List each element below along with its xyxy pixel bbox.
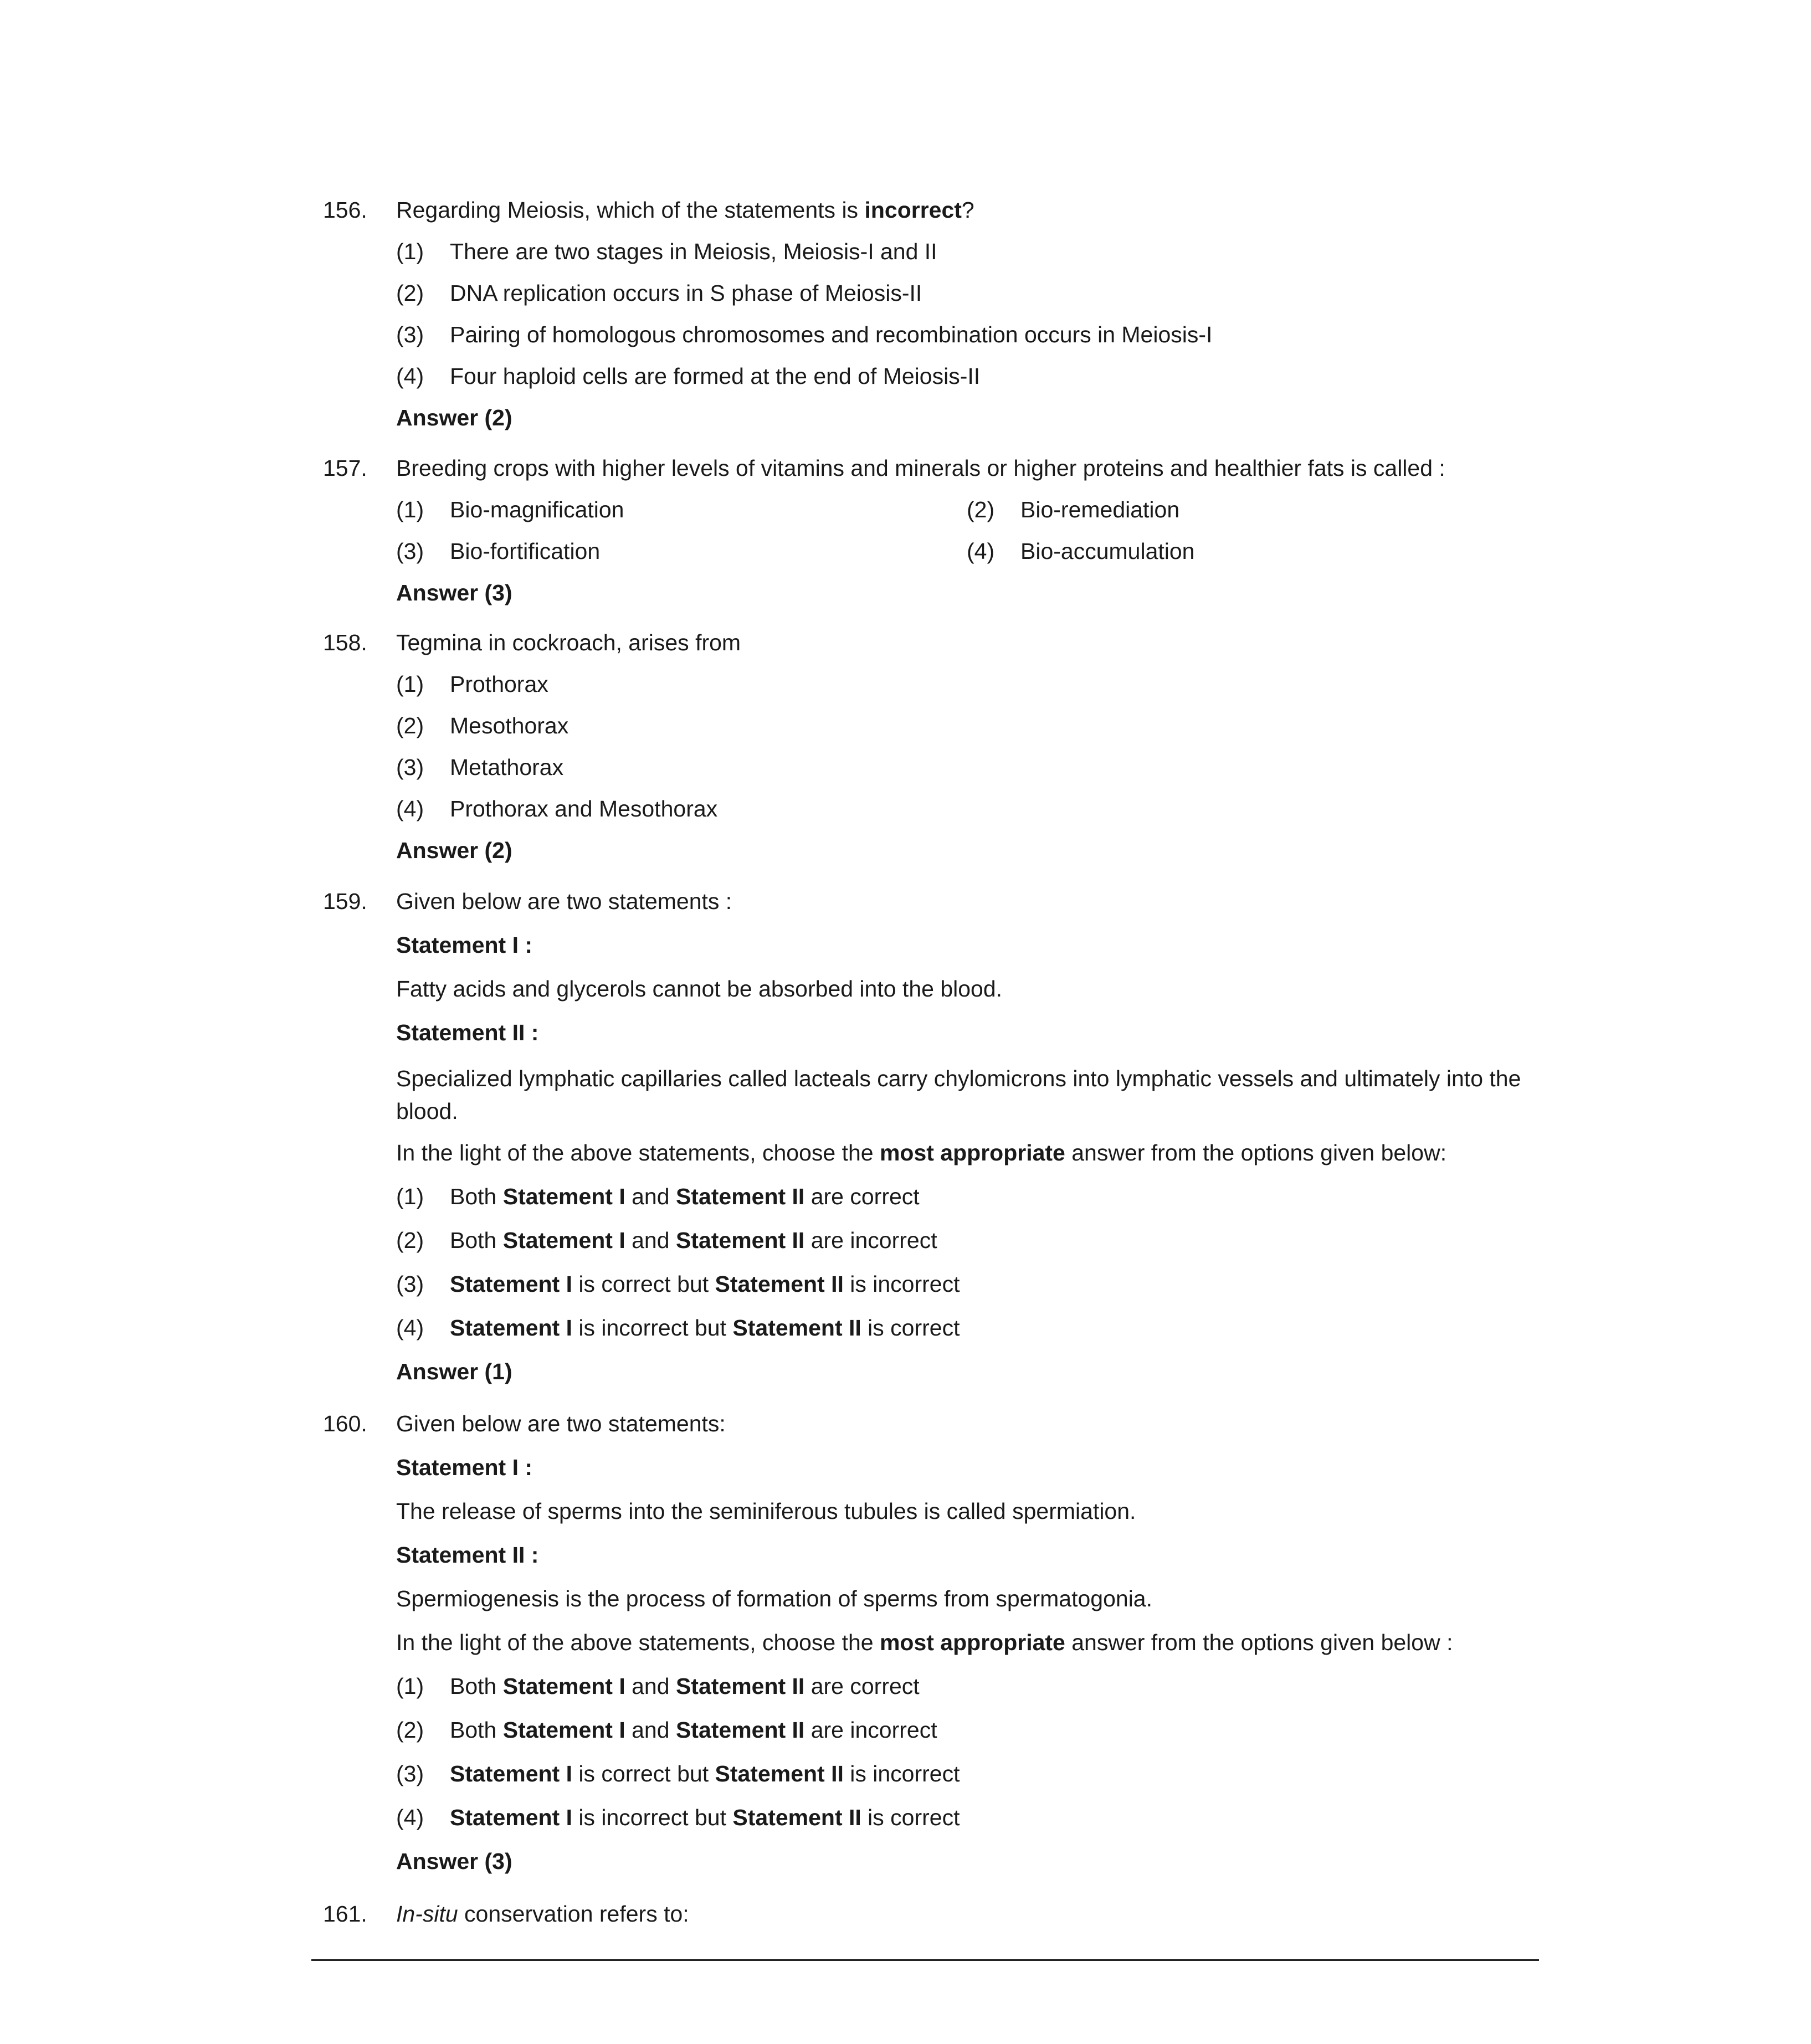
q159-instruction: In the light of the above statements, choose the most appropriate answer from the options given below: (396, 1140, 1447, 1165)
q160-option-1: Both Statement I and Statement II are correct (450, 1673, 920, 1699)
q160-option-1-label: (1) (396, 1673, 424, 1699)
q160-option-2-label: (2) (396, 1717, 424, 1743)
q159-statement-1-text: Fatty acids and glycerols cannot be absorbed into the blood. (396, 976, 1003, 1002)
q159-statement-1-heading: Statement I : (396, 932, 533, 958)
q159-statement-2-text: Specialized lymphatic capillaries called lacteals carry chylomicrons into lymphatic vessels and ultimately into the blood. (396, 1066, 1521, 1124)
q156-option-1: There are two stages in Meiosis, Meiosis-I and II (450, 239, 937, 264)
q156-text: Regarding Meiosis, which of the statements is incorrect? (396, 197, 974, 223)
q158-number: 158. (323, 630, 367, 655)
q157-number: 157. (323, 455, 367, 481)
q156-option-2-label: (2) (396, 280, 424, 306)
q156-option-3: Pairing of homologous chromosomes and recombination occurs in Meiosis-I (450, 322, 1213, 347)
q157-option-4: Bio-accumulation (1020, 538, 1195, 564)
q159-option-2-label: (2) (396, 1228, 424, 1253)
q160-option-4: Statement I is incorrect but Statement II is correct (450, 1805, 960, 1830)
q157-answer: Answer (3) (396, 580, 512, 605)
q160-statement-2-heading: Statement II : (396, 1542, 539, 1568)
q159-answer: Answer (1) (396, 1359, 512, 1384)
q159-text: Given below are two statements : (396, 889, 732, 914)
q158-option-1: Prothorax (450, 671, 548, 697)
q158-text: Tegmina in cockroach, arises from (396, 630, 741, 655)
q160-answer: Answer (3) (396, 1848, 512, 1874)
q157-option-2-label: (2) (967, 497, 995, 522)
q159-option-3: Statement I is correct but Statement II is incorrect (450, 1271, 960, 1297)
q160-statement-1-text: The release of sperms into the seminiferous tubules is called spermiation. (396, 1498, 1136, 1524)
q158-option-4: Prothorax and Mesothorax (450, 796, 718, 821)
q157-option-3: Bio-fortification (450, 538, 601, 564)
q159-option-4: Statement I is incorrect but Statement II is correct (450, 1315, 960, 1341)
q157-option-1: Bio-magnification (450, 497, 624, 522)
q159-option-1: Both Statement I and Statement II are correct (450, 1184, 920, 1209)
q160-number: 160. (323, 1411, 367, 1436)
q156-option-3-label: (3) (396, 322, 424, 347)
q156-option-4-label: (4) (396, 363, 424, 389)
q160-instruction: In the light of the above statements, choose the most appropriate answer from the options given below : (396, 1630, 1453, 1655)
q159-statement-2-heading: Statement II : (396, 1020, 539, 1045)
q160-statement-2-text: Spermiogenesis is the process of formation of sperms from spermatogonia. (396, 1586, 1152, 1611)
q158-option-1-label: (1) (396, 671, 424, 697)
q156-option-4: Four haploid cells are formed at the end of Meiosis-II (450, 363, 981, 389)
q160-option-2: Both Statement I and Statement II are incorrect (450, 1717, 937, 1743)
q156-option-1-label: (1) (396, 239, 424, 264)
q157-option-4-label: (4) (967, 538, 995, 564)
footer-divider (311, 1959, 1539, 1961)
q160-option-3-label: (3) (396, 1761, 424, 1786)
q158-option-3: Metathorax (450, 754, 564, 780)
q160-option-4-label: (4) (396, 1805, 424, 1830)
q159-option-1-label: (1) (396, 1184, 424, 1209)
q159-option-4-label: (4) (396, 1315, 424, 1341)
q158-option-2-label: (2) (396, 713, 424, 738)
q158-option-4-label: (4) (396, 796, 424, 821)
q159-number: 159. (323, 889, 367, 914)
q160-statement-1-heading: Statement I : (396, 1455, 533, 1480)
q160-option-3: Statement I is correct but Statement II is incorrect (450, 1761, 960, 1786)
q158-option-3-label: (3) (396, 754, 424, 780)
q157-option-2: Bio-remediation (1020, 497, 1180, 522)
q158-option-2: Mesothorax (450, 713, 569, 738)
q158-answer: Answer (2) (396, 838, 512, 863)
q156-answer: Answer (2) (396, 405, 512, 430)
q156-number: 156. (323, 197, 367, 223)
q156-option-2: DNA replication occurs in S phase of Meiosis-II (450, 280, 922, 306)
q157-text: Breeding crops with higher levels of vitamins and minerals or higher proteins and healthier fats is called : (396, 455, 1445, 481)
q157-option-1-label: (1) (396, 497, 424, 522)
q159-option-2: Both Statement I and Statement II are incorrect (450, 1228, 937, 1253)
q161-number: 161. (323, 1901, 367, 1927)
q157-option-3-label: (3) (396, 538, 424, 564)
q161-text: In-situ conservation refers to: (396, 1901, 689, 1927)
q159-option-3-label: (3) (396, 1271, 424, 1297)
q160-text: Given below are two statements: (396, 1411, 726, 1436)
